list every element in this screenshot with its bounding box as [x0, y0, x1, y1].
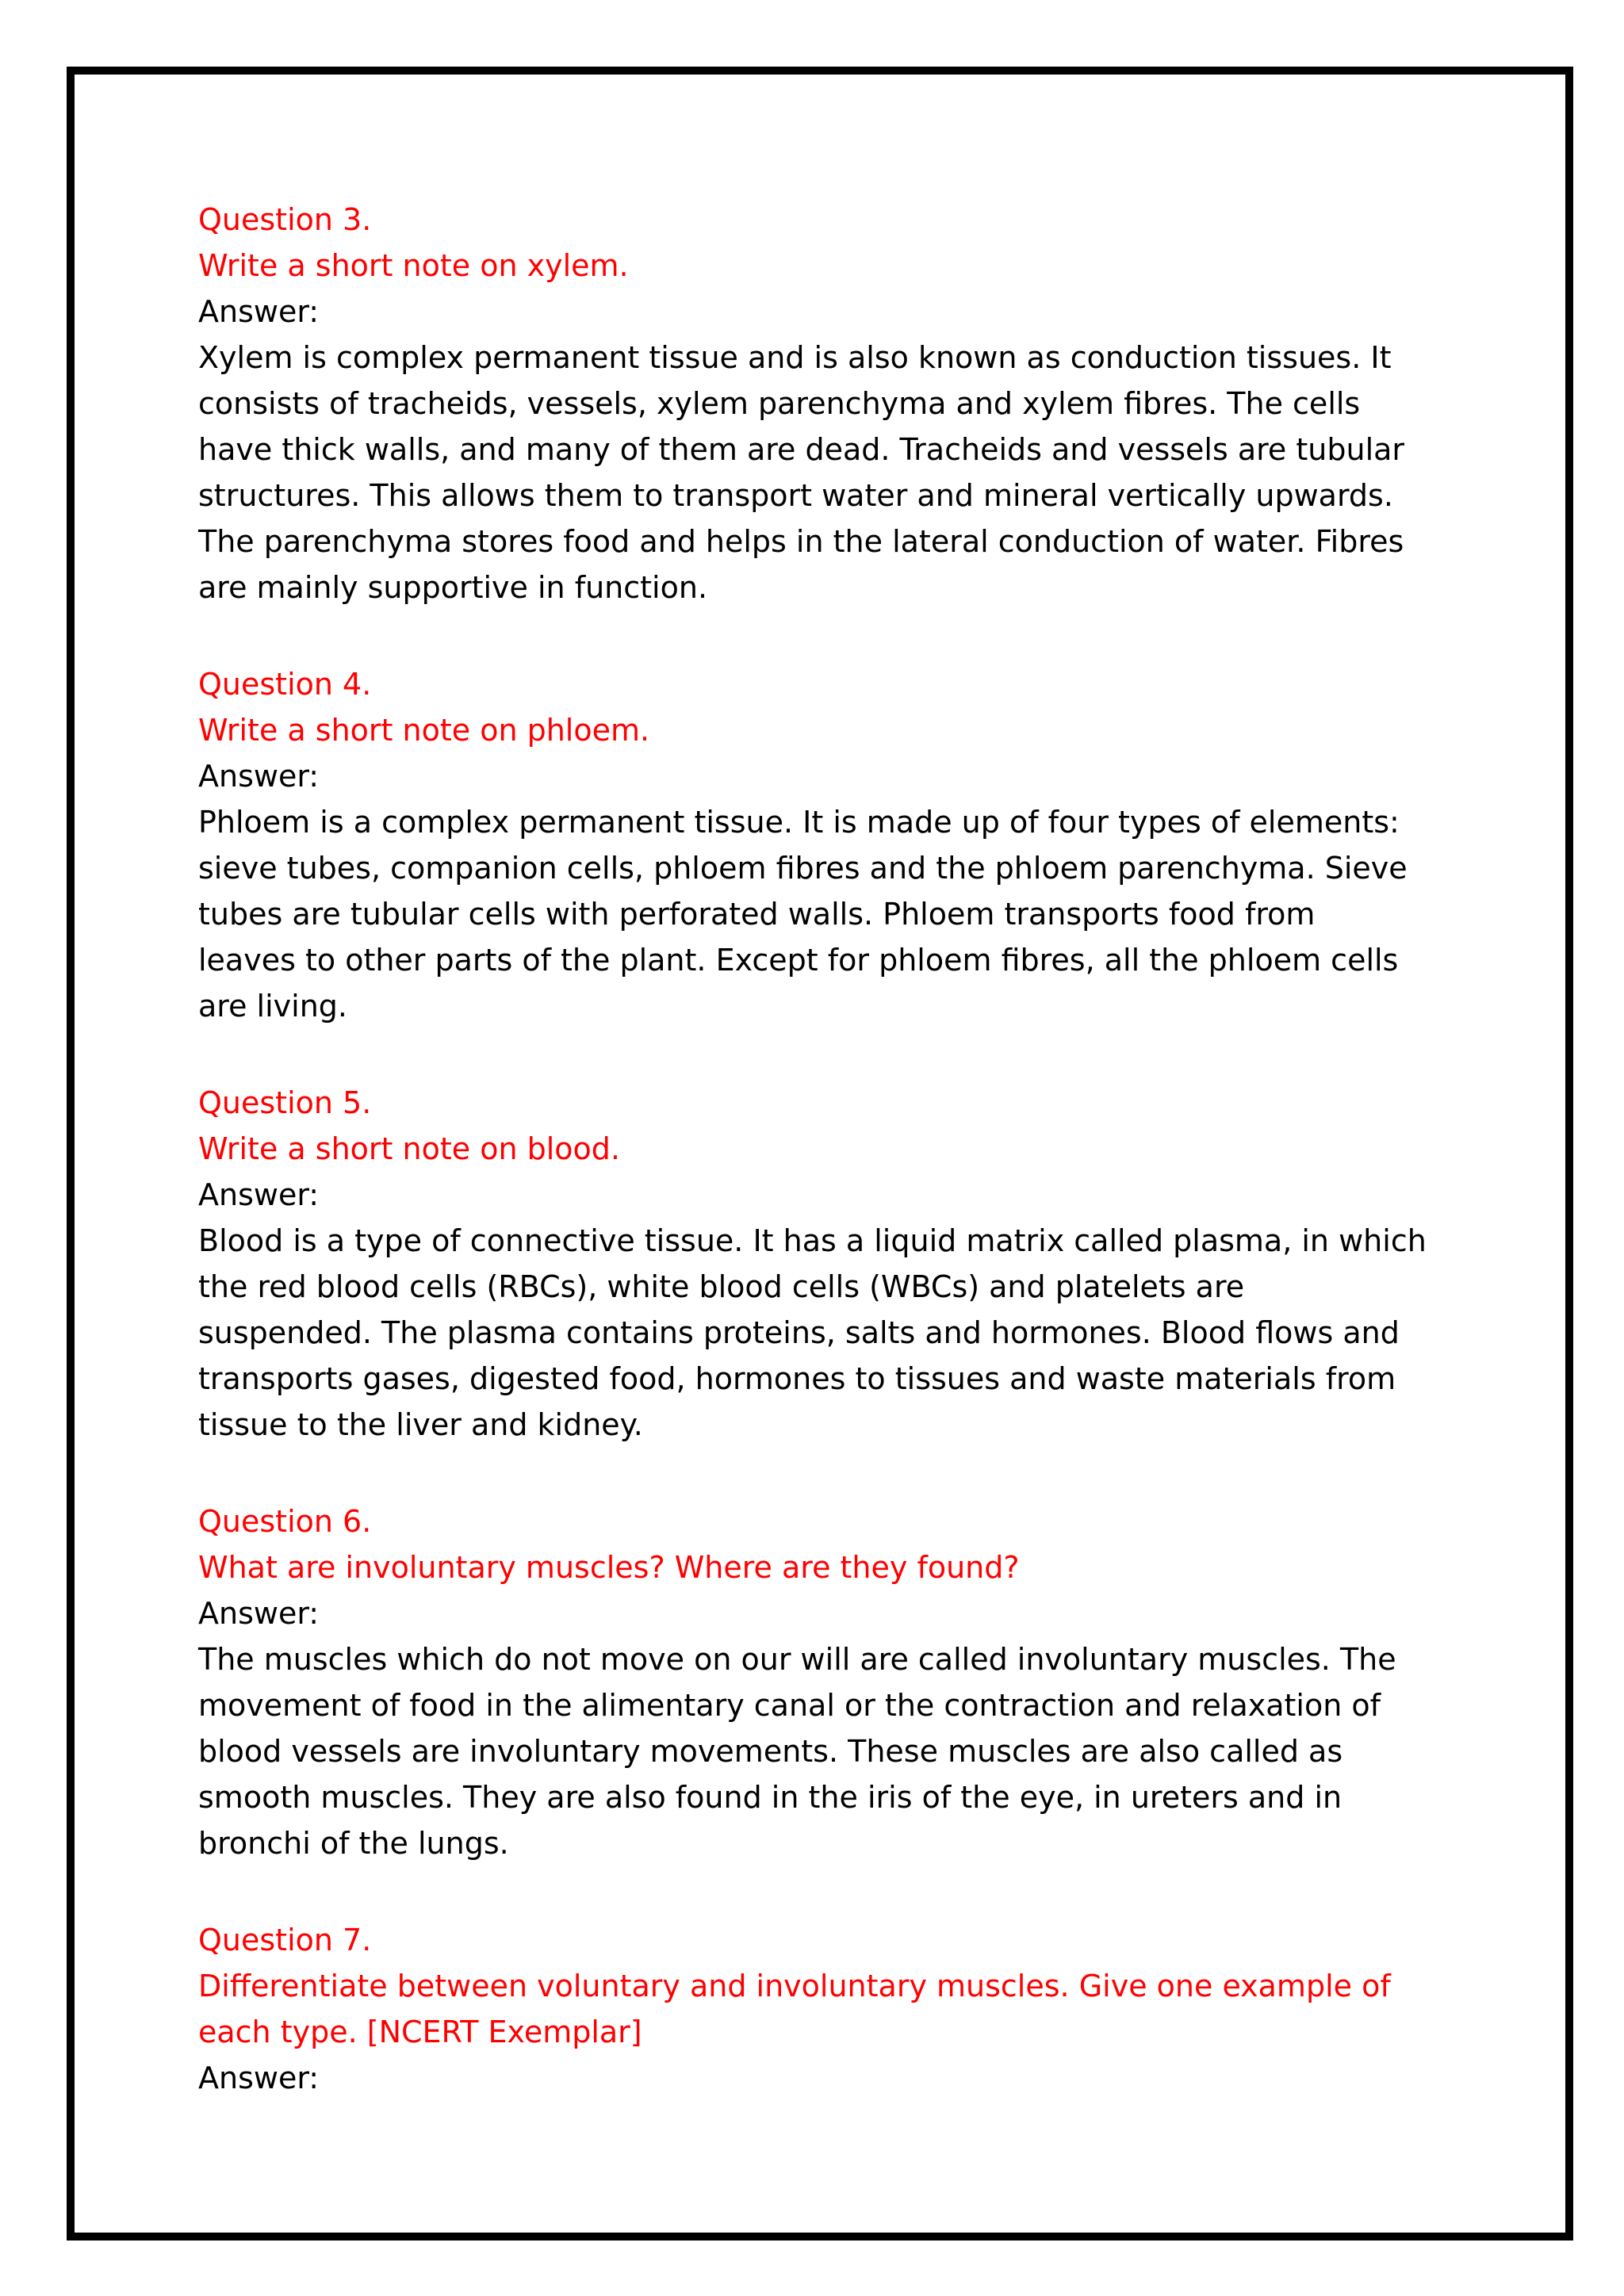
answer-label: Answer: — [198, 1596, 320, 1631]
question-prompt: Differentiate between voluntary and involuntary muscles. Give one example of — [198, 1969, 1391, 2003]
question-number: Question 3. — [198, 202, 372, 237]
question-block — [198, 661, 1435, 1029]
answer-label: Answer: — [198, 294, 320, 329]
answer-line: bronchi of the lungs. — [198, 1826, 509, 1861]
question-number: Question 7. — [198, 1923, 372, 1957]
answer-line: leaves to other parts of the plant. Except for phloem fibres, all the phloem cells — [198, 943, 1399, 978]
question-block — [198, 1917, 1435, 2101]
question-prompt: Write a short note on blood. — [198, 1131, 620, 1166]
document-content — [198, 197, 1435, 2152]
question-prompt: each type. [NCERT Exemplar] — [198, 2015, 642, 2049]
answer-line: structures. This allows them to transport water and mineral vertically upwards. — [198, 478, 1393, 513]
answer-label: Answer: — [198, 2061, 320, 2095]
answer-line: consists of tracheids, vessels, xylem parenchyma and xylem fibres. The cells — [198, 386, 1361, 421]
answer-line: smooth muscles. They are also found in the iris of the eye, in ureters and in — [198, 1780, 1342, 1815]
answer-line: The parenchyma stores food and helps in the lateral conduction of water. Fibres — [198, 524, 1404, 559]
answer-line: are living. — [198, 989, 347, 1024]
answer-line: sieve tubes, companion cells, phloem fibres and the phloem parenchyma. Sieve — [198, 851, 1408, 886]
answer-line: have thick walls, and many of them are dead. Tracheids and vessels are tubular — [198, 432, 1405, 467]
answer-line: are mainly supportive in function. — [198, 570, 708, 605]
question-prompt: Write a short note on phloem. — [198, 713, 650, 748]
answer-line: The muscles which do not move on our will are called involuntary muscles. The — [198, 1642, 1396, 1677]
question-number: Question 4. — [198, 667, 372, 702]
question-prompt: What are involuntary muscles? Where are they found? — [198, 1550, 1020, 1585]
answer-line: Xylem is complex permanent tissue and is also known as conduction tissues. It — [198, 340, 1392, 375]
question-block — [198, 1080, 1435, 1448]
answer-line: tissue to the liver and kidney. — [198, 1407, 643, 1442]
answer-line: Blood is a type of connective tissue. It has a liquid matrix called plasma, in which — [198, 1223, 1427, 1258]
question-number: Question 5. — [198, 1085, 372, 1120]
answer-line: suspended. The plasma contains proteins, salts and hormones. Blood flows and — [198, 1315, 1400, 1350]
answer-line: blood vessels are involuntary movements. These muscles are also called as — [198, 1734, 1343, 1769]
answer-label: Answer: — [198, 759, 320, 794]
question-prompt: Write a short note on xylem. — [198, 248, 629, 283]
answer-line: the red blood cells (RBCs), white blood cells (WBCs) and platelets are — [198, 1269, 1245, 1304]
question-block — [198, 197, 1435, 610]
answer-line: transports gases, digested food, hormones to tissues and waste materials from — [198, 1361, 1396, 1396]
answer-line: Phloem is a complex permanent tissue. It is made up of four types of elements: — [198, 805, 1400, 840]
answer-label: Answer: — [198, 1177, 320, 1212]
answer-line: movement of food in the alimentary canal or the contraction and relaxation of — [198, 1688, 1381, 1723]
question-number: Question 6. — [198, 1504, 372, 1539]
answer-line: tubes are tubular cells with perforated walls. Phloem transports food from — [198, 897, 1316, 932]
question-block — [198, 1498, 1435, 1866]
